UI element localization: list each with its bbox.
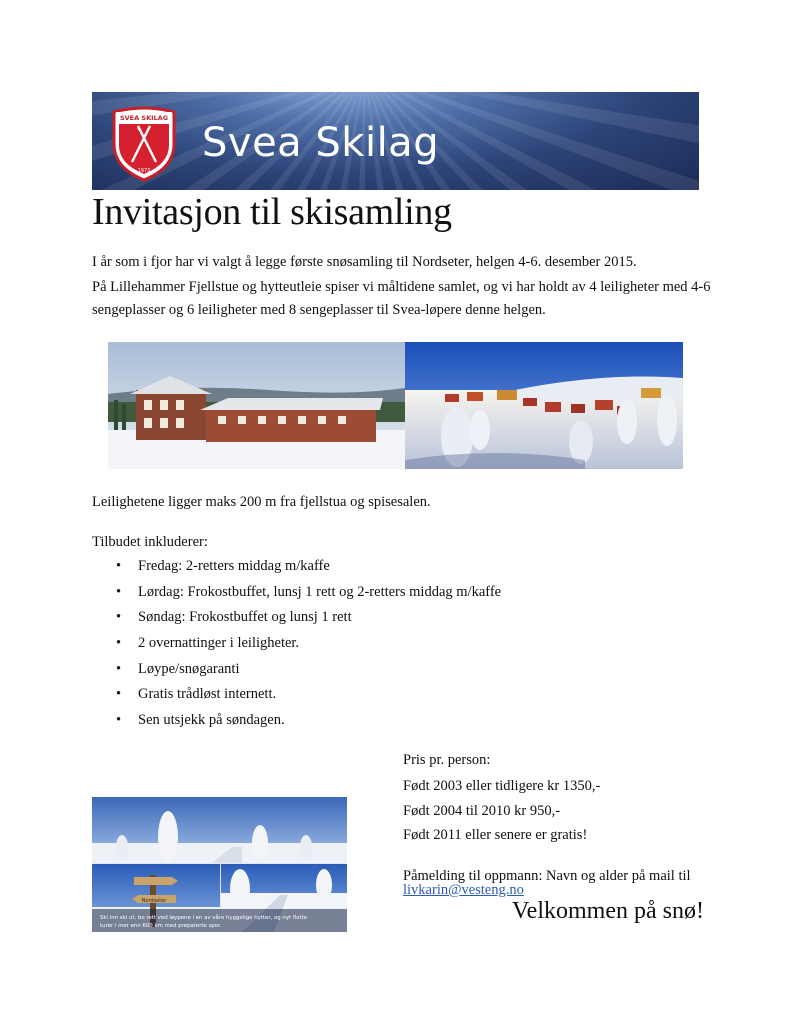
welcome-text: Velkommen på snø! xyxy=(512,898,704,924)
distance-text: Leilighetene ligger maks 200 m fra fjellstua og spisesalen. xyxy=(92,494,431,510)
list-item xyxy=(92,657,501,683)
list-item-text: Løype/snøgaranti xyxy=(138,660,240,677)
logo-year: 1973 xyxy=(137,168,151,174)
signup-text: Påmelding til oppmann: Navn og alder på mail til xyxy=(403,868,691,884)
club-name: Svea Skilag xyxy=(202,120,440,166)
bullet-icon: • xyxy=(116,686,122,703)
price-line-2: Født 2004 til 2010 kr 950,- xyxy=(403,803,561,819)
list-item xyxy=(92,554,501,580)
list-item-text: Søndag: Frokostbuffet og lunsj 1 rett xyxy=(138,609,352,626)
lodge-photo xyxy=(108,342,405,469)
bullet-icon: • xyxy=(116,712,122,729)
price-line-3: Født 2011 eller senere er gratis! xyxy=(403,827,588,843)
list-item xyxy=(92,631,501,657)
bullet-icon: • xyxy=(116,635,122,652)
list-item xyxy=(92,580,501,606)
bullet-icon: • xyxy=(116,583,122,600)
village-photo xyxy=(405,342,683,469)
header-banner xyxy=(92,92,699,190)
intro-line-2: På Lillehammer Fjellstue og hytteutleie spiser vi måltidene samlet, og vi har holdt av 4 leiligheter med 4-6 xyxy=(92,279,711,295)
ski-collage-photo xyxy=(92,797,347,932)
logo-text: SVEA SKILAG xyxy=(119,114,169,122)
intro-line-1: I år som i fjor har vi valgt å legge første snøsamling til Nordseter, helgen 4-6. desember 2015. xyxy=(92,254,637,270)
list-item-text: Fredag: 2-retters middag m/kaffe xyxy=(138,558,330,574)
page-title: Invitasjon til skisamling xyxy=(92,191,452,233)
bullet-icon: • xyxy=(116,609,122,626)
intro-line-3: sengeplasser og 6 leiligheter med 8 sengeplasser til Svea-løpere denne helgen. xyxy=(92,302,546,318)
bullet-icon: • xyxy=(116,660,122,677)
list-item-text: Sen utsjekk på søndagen. xyxy=(138,712,285,729)
list-item-text: Lørdag: Frokostbuffet, lunsj 1 rett og 2-retters middag m/kaffe xyxy=(138,583,502,600)
offer-heading: Tilbudet inkluderer: xyxy=(92,534,208,550)
bullet-icon: • xyxy=(116,558,122,574)
list-item-text: 2 overnattinger i leiligheter. xyxy=(138,635,300,652)
sign-text: Nordseter xyxy=(141,898,167,904)
caption-line-2: turer i mer enn 600 km med preparerte spor. xyxy=(100,923,222,929)
email-link[interactable]: livkarin@vesteng.no xyxy=(403,882,524,898)
list-item xyxy=(92,708,501,734)
list-item-text: Gratis trådløst internett. xyxy=(138,686,277,703)
price-line-1: Født 2003 eller tidligere kr 1350,- xyxy=(403,778,601,794)
club-logo-icon xyxy=(110,102,178,182)
price-heading: Pris pr. person: xyxy=(403,752,491,768)
offer-list xyxy=(92,554,501,734)
caption-line-1: Ski inn ski ut, bo rett ved løypene i en av våre hyggelige hytter, og nyt flotte xyxy=(100,915,308,921)
list-item xyxy=(92,682,501,708)
list-item xyxy=(92,605,501,631)
